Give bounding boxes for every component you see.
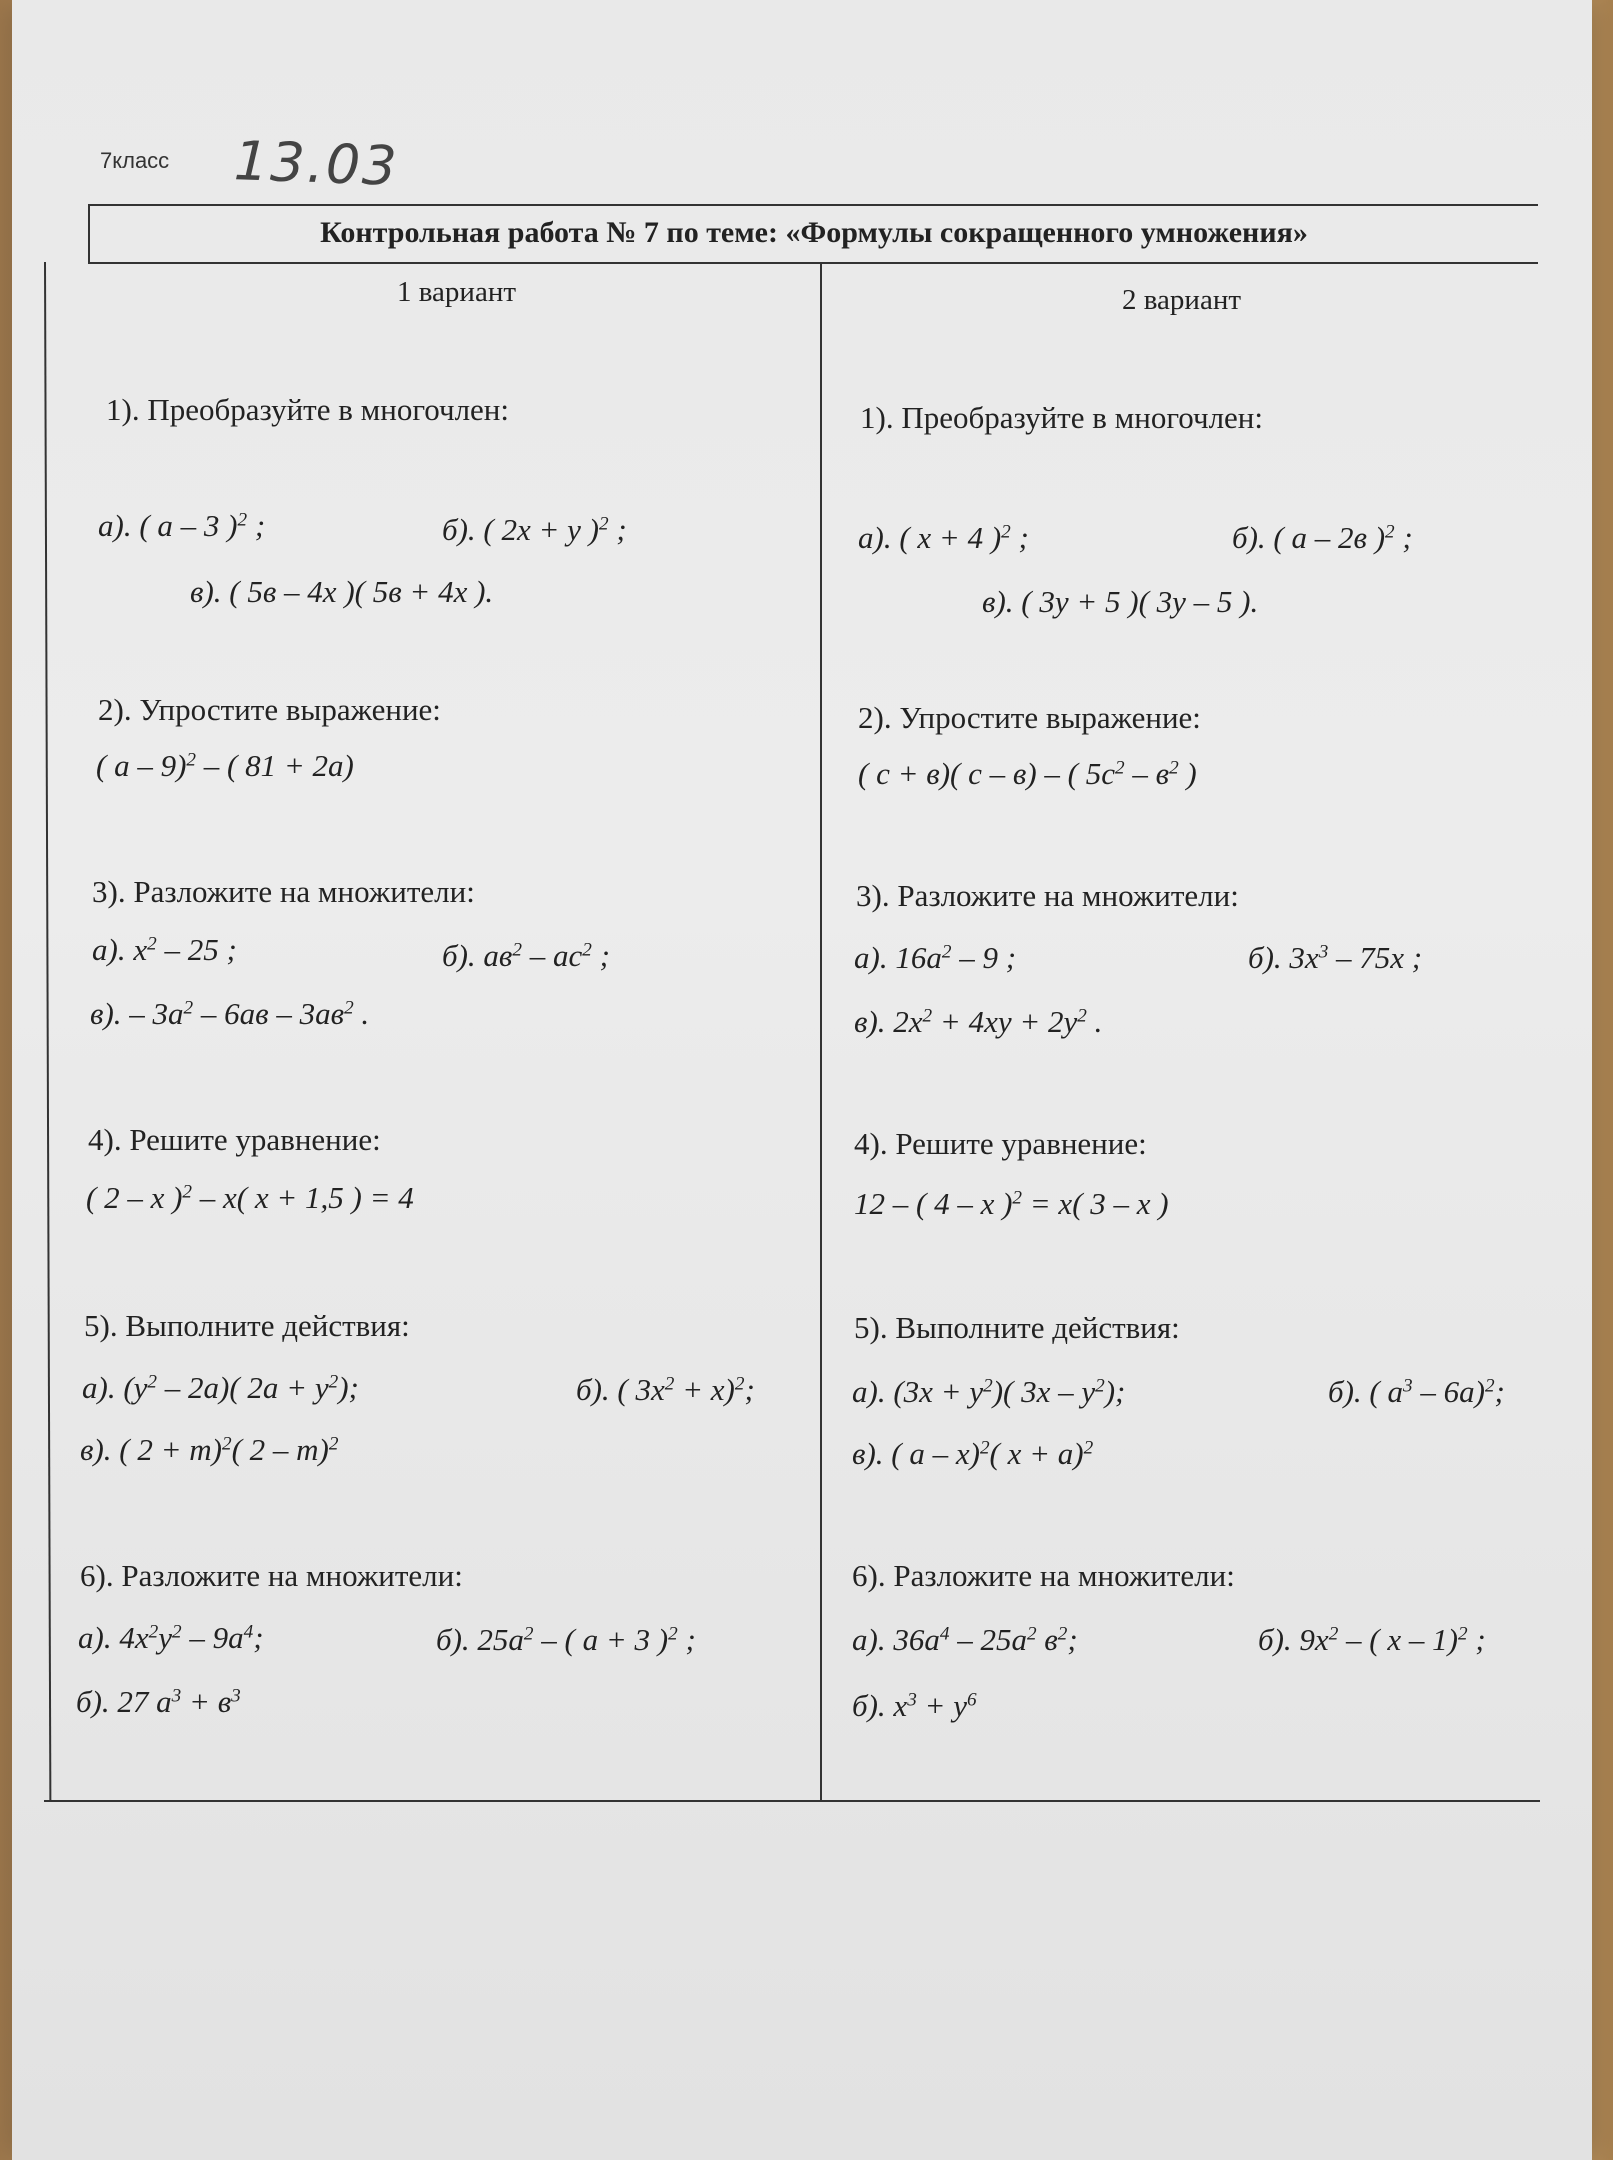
table-left-border: [88, 204, 90, 264]
v2-q2-a: ( с + в)( с – в) – ( $5с^2 - в^2$ ): [858, 756, 1197, 791]
v1-q1-b: б). ( 2х + у )$^2$ ;: [442, 512, 627, 547]
table-left-border-lower: [44, 262, 51, 1802]
v1-q6-a: а). $4х^2у^2 - 9а^4$;: [78, 1620, 264, 1655]
v2-q3-c: в). $2х^2 + 4ху + 2у^2$ .: [854, 1004, 1103, 1039]
v2-q1-b: б). ( а – 2в )$^2$ ;: [1232, 520, 1413, 555]
v2-q6-a: а). $36а^4 - 25а^2$ $в^2$;: [852, 1622, 1078, 1657]
variant2-heading: 2 вариант: [1122, 284, 1242, 316]
v1-q5-c: в). ( 2 + m)$^2$( 2 – m)$^2$: [80, 1432, 339, 1467]
v2-q5-a: а). $(3х + у^2)$( $3х - у^2$);: [852, 1374, 1126, 1409]
v1-q3-c: в). – $3а^2 - 6ав - 3ав^2$ .: [90, 996, 370, 1031]
v1-q6-title: 6). Разложите на множители:: [80, 1558, 463, 1593]
table-top-border: [88, 204, 1538, 206]
v2-q4-a: 12 – ( 4 – х )$^2$ = х( 3 – х ): [854, 1186, 1169, 1221]
v1-q6-b: б). $25а^2$ – ( а + 3 )$^2$ ;: [436, 1622, 696, 1657]
v2-q3-a: а). $16а^2 - 9$ ;: [854, 940, 1017, 975]
v2-q2-title: 2). Упростите выражение:: [858, 700, 1201, 735]
grade-label: 7класс: [100, 148, 170, 173]
v2-q6-c: б). $х^3 + у^6$: [852, 1688, 977, 1723]
v1-q3-b: б). $ав^2 - ас^2$ ;: [442, 938, 610, 973]
v1-q6-c: б). 27 $а^3 + в^3$: [76, 1684, 241, 1719]
handwritten-date: 13.03: [232, 129, 400, 198]
v2-q3-b: б). $3х^3 - 75х$ ;: [1248, 940, 1423, 975]
v1-q2-a: ( а – 9)$^2$ – ( 81 + 2а): [96, 748, 354, 783]
page-title: Контрольная работа № 7 по теме: «Формулы сокращенного умножения»: [320, 216, 1308, 249]
worksheet-paper: [12, 0, 1592, 2160]
table-title-divider: [88, 262, 1538, 264]
v1-q5-title: 5). Выполните действия:: [84, 1308, 410, 1343]
v1-q4-a: ( 2 – х )$^2$ – х( х + 1,5 ) = 4: [86, 1180, 414, 1215]
table-bottom-border: [44, 1800, 1540, 1802]
v2-q4-title: 4). Решите уравнение:: [854, 1126, 1147, 1161]
v1-q3-a: а). $х^2 - 25$ ;: [92, 932, 237, 967]
v2-q1-a: а). ( х + 4 )$^2$ ;: [858, 520, 1029, 555]
table-column-divider: [820, 262, 822, 1802]
v2-q1-title: 1). Преобразуйте в многочлен:: [860, 400, 1263, 435]
v1-q1-a: а). ( а – 3 )$^2$ ;: [98, 508, 266, 543]
v2-q6-b: б). $9х^2$ – ( х – 1)$^2$ ;: [1258, 1622, 1486, 1657]
v1-q3-title: 3). Разложите на множители:: [92, 874, 475, 909]
variant1-heading: 1 вариант: [397, 276, 517, 308]
v2-q5-b: б). ( $а^3 - 6а)^2$;: [1328, 1374, 1505, 1409]
v2-q3-title: 3). Разложите на множители:: [856, 878, 1239, 913]
v2-q5-title: 5). Выполните действия:: [854, 1310, 1180, 1345]
v1-q5-b: б). ( $3х^2 + х)^2$;: [576, 1372, 755, 1407]
v1-q5-a: а). $(у^2 - 2а)$( $2а + у^2$);: [82, 1370, 359, 1405]
v1-q2-title: 2). Упростите выражение:: [98, 692, 441, 727]
v2-q5-c: в). ( а – х)$^2$( х + а)$^2$: [852, 1436, 1094, 1471]
v1-q1-c: в). ( 5в – 4х )( 5в + 4х ).: [190, 574, 494, 609]
v1-q4-title: 4). Решите уравнение:: [88, 1122, 381, 1157]
v2-q6-title: 6). Разложите на множители:: [852, 1558, 1235, 1593]
v2-q1-c: в). ( 3у + 5 )( 3у – 5 ).: [982, 584, 1259, 619]
v1-q1-title: 1). Преобразуйте в многочлен:: [106, 392, 509, 427]
